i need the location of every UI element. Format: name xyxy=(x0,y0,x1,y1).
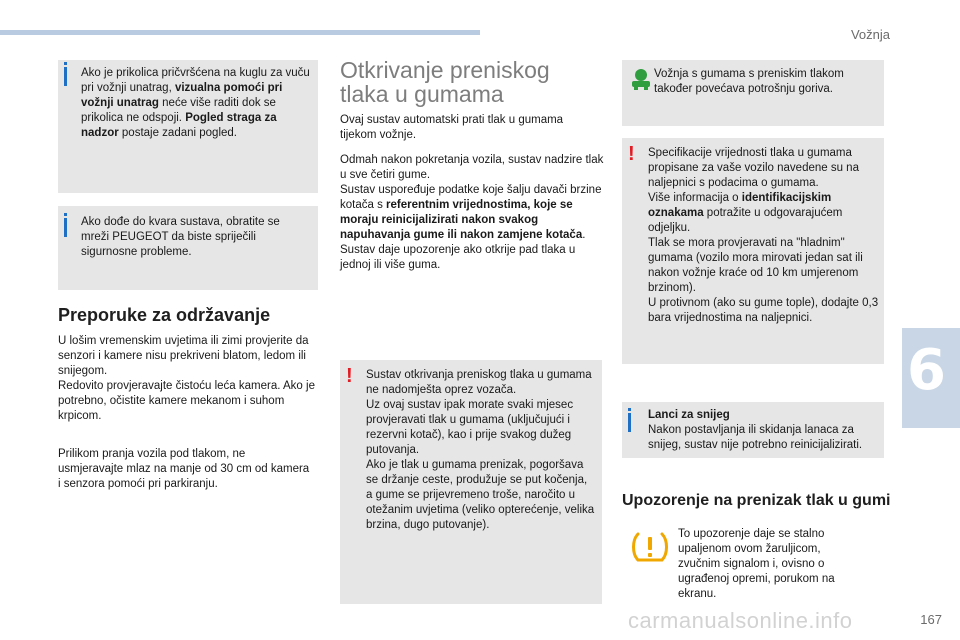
info-icon xyxy=(628,413,631,432)
page-number: 167 xyxy=(920,612,942,627)
paragraph-line xyxy=(340,183,604,243)
warning-box-spec xyxy=(622,138,884,364)
warning-box-tpms xyxy=(340,360,602,604)
info-icon-dot xyxy=(64,62,67,65)
warning-text xyxy=(648,146,880,326)
warning-text xyxy=(366,368,596,533)
header-bar xyxy=(0,30,480,35)
info-box-fault xyxy=(58,206,318,290)
info-text: Ako dođe do kvara sustava, obratite se mreži PEUGEOT da biste spriječili sigurnosne probleme. xyxy=(81,216,280,258)
warning-line: U protivnom (ako su gume tople), dodajte 0,3 bara vrijednostima na naljepnici. xyxy=(648,297,879,324)
paragraph xyxy=(340,153,604,273)
info-icon-dot xyxy=(628,408,631,411)
section-heading: Otkrivanje preniskog tlaka u gumama xyxy=(340,57,550,107)
paragraph: Prilikom pranja vozila pod tlakom, ne usmjeravajte mlaz na manje od 30 cm od kamera i senzora pomoći pri parkiranju. xyxy=(58,448,310,490)
warning-icon: ! xyxy=(628,143,635,165)
info-text-bold: Pogled straga za nadzor xyxy=(81,112,277,139)
warning-line xyxy=(648,191,880,236)
text-part: Više informacija o xyxy=(648,192,742,204)
section-heading: Upozorenje na prenizak tlak u gumi xyxy=(622,492,891,509)
warning-icon: ! xyxy=(346,365,353,387)
eco-box xyxy=(622,60,884,126)
info-text xyxy=(648,408,878,453)
eco-car-icon xyxy=(630,68,652,92)
tyre-pressure-lamp-icon xyxy=(630,530,670,566)
chapter-number: 6 xyxy=(907,338,946,403)
info-icon xyxy=(64,67,67,86)
text-bold: identifikacijskim oznakama xyxy=(648,192,832,219)
warning-line: Uz ovaj sustav ipak morate svaki mjesec provjeravati tlak u gumama (uključujući i rezervni kotač), kao i prije svakog dužeg putovanja. xyxy=(366,399,574,456)
info-text-bold: vizualna pomoći pri vožnji unatrag xyxy=(81,82,283,109)
watermark: carmanualsonline.info xyxy=(628,608,853,633)
text-bold: referentnim vrijednostima, koje se moraju reinicijalizirati nakon svakog napuhavanja gume ili nakon zamjene kotača xyxy=(340,199,583,241)
warning-line: Tlak se mora provjeravati na "hladnim" gumama (vozilo mora mirovati jedan sat ili nakon vožnje kraće od 10 km umjerenom brzinom). xyxy=(648,237,863,294)
warning-line: Ako je tlak u gumama prenizak, pogoršava se držanje ceste, produžuje se put kočenja, a gume se prijevremeno troše, naročito u otežanim uvjetima (veliko opterećenje, velika brzina, dugo putovanje). xyxy=(366,459,595,531)
info-icon-dot xyxy=(64,213,67,216)
warning-line: Sustav otkrivanja preniskog tlaka u gumama ne nadomješta oprez vozača. xyxy=(366,369,592,396)
section-title: Vožnja xyxy=(850,27,890,42)
info-text-part: postaje zadani pogled. xyxy=(118,127,237,139)
info-box-trailer xyxy=(58,60,318,193)
section-heading: Preporuke za održavanje xyxy=(58,305,271,325)
eco-text: Vožnja s gumama s preniskim tlakom također povećava potrošnju goriva. xyxy=(654,68,844,95)
paragraph xyxy=(58,334,318,424)
info-text-part: Ako je prikolica pričvršćena na kuglu za vuču pri vožnji unatrag, xyxy=(81,67,310,94)
info-body: Nakon postavljanja ili skidanja lanaca za snijeg, sustav nije potrebno reinicijalizirati. xyxy=(648,424,863,451)
warning-line: Specifikacije vrijednosti tlaka u gumama propisane za vaše vozilo navedene su na naljepnici s podacima o gumama. xyxy=(648,147,859,189)
paragraph: Ovaj sustav automatski prati tlak u gumama tijekom vožnje. xyxy=(340,114,564,141)
paragraph-line: Odmah nakon pokretanja vozila, sustav nadzire tlak u sve četiri gume. xyxy=(340,154,604,181)
paragraph-line: U lošim vremenskim uvjetima ili zimi provjerite da senzori i kamere nisu prekriveni blatom, ledom ili snijegom. xyxy=(58,335,309,377)
info-text-part: neće više raditi dok se prikolica ne odspoji. xyxy=(81,97,276,124)
info-box-snow-chains xyxy=(622,402,884,458)
paragraph-line: Redovito provjeravajte čistoću leća kamera. Ako je potrebno, očistite kamere mekanom i suhom krpicom. xyxy=(58,380,315,422)
paragraph-line: Sustav daje upozorenje ako otkrije pad tlaka u jednoj ili više guma. xyxy=(340,244,576,271)
text-part: potražite u odgovarajućem odjeljku. xyxy=(648,207,843,234)
info-title: Lanci za snijeg xyxy=(648,409,730,421)
text-part: Sustav uspoređuje podatke koje šalju davači brzine kotača s xyxy=(340,184,602,211)
info-text xyxy=(81,66,313,141)
paragraph: To upozorenje daje se stalno upaljenom ovom žaruljicom, zvučnim signalom i, ovisno o ugrađenoj opremi, porukom na ekranu. xyxy=(678,528,835,600)
text-part: . xyxy=(582,229,586,241)
info-icon xyxy=(64,218,67,237)
